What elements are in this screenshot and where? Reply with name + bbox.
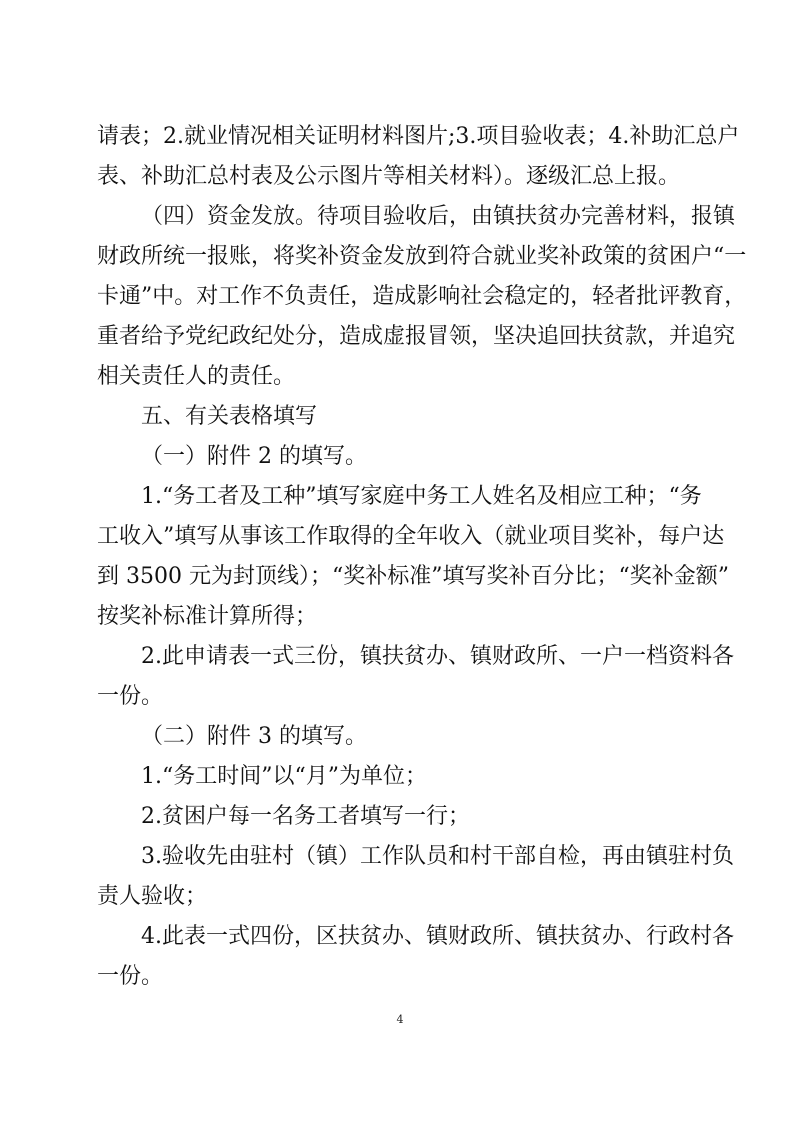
text-line: 财政所统一报账，将奖补资金发放到符合就业奖补政策的贫困户“一 (97, 244, 747, 269)
text-line: 重者给予党纪政纪处分，造成虚报冒领，坚决追回扶贫款，并追究 (97, 324, 736, 349)
text-line: 责人验收； (97, 884, 208, 909)
text-line: 一份。 (97, 684, 164, 709)
text-line: 4.此表一式四份，区扶贫办、镇财政所、镇扶贫办、行政村各 (141, 924, 734, 949)
text-line: 按奖补标准计算所得； (97, 604, 318, 629)
text-line: 工收入”填写从事该工作取得的全年收入（就业项目奖补，每户达 (97, 524, 725, 549)
text-line: 一份。 (97, 964, 164, 989)
text-line: 1.“务工者及工种”填写家庭中务工人姓名及相应工种；“务 (141, 484, 702, 509)
text-line: 相关责任人的责任。 (97, 364, 296, 389)
text-line: （二）附件 3 的填写。 (141, 724, 367, 749)
text-line: 到 3500 元为封顶线）；“奖补标准”填写奖补百分比；“奖补金额” (97, 564, 729, 589)
text-line: 五、有关表格填写 (141, 404, 318, 429)
text-line: 卡通”中。对工作不负责任，造成影响社会稳定的，轻者批评教育， (97, 284, 747, 309)
text-line: 2.此申请表一式三份，镇扶贫办、镇财政所、一户一档资料各 (141, 644, 734, 669)
text-line: 2.贫困户每一名务工者填写一行； (141, 804, 470, 829)
text-line: 请表；2.就业情况相关证明材料图片;3.项目验收表；4.补助汇总户 (97, 124, 740, 149)
text-line: （一）附件 2 的填写。 (141, 444, 367, 469)
body-text (97, 117, 747, 997)
text-line: 1.“务工时间”以“月”为单位； (141, 764, 427, 789)
text-line: 3.验收先由驻村（镇）工作队员和村干部自检，再由镇驻村负 (141, 844, 734, 869)
page-number: 4 (396, 1013, 404, 1026)
text-line: （四）资金发放。待项目验收后，由镇扶贫办完善材料，报镇 (141, 204, 736, 229)
text-line: 表、补助汇总村表及公示图片等相关材料）。逐级汇总上报。 (97, 164, 681, 189)
